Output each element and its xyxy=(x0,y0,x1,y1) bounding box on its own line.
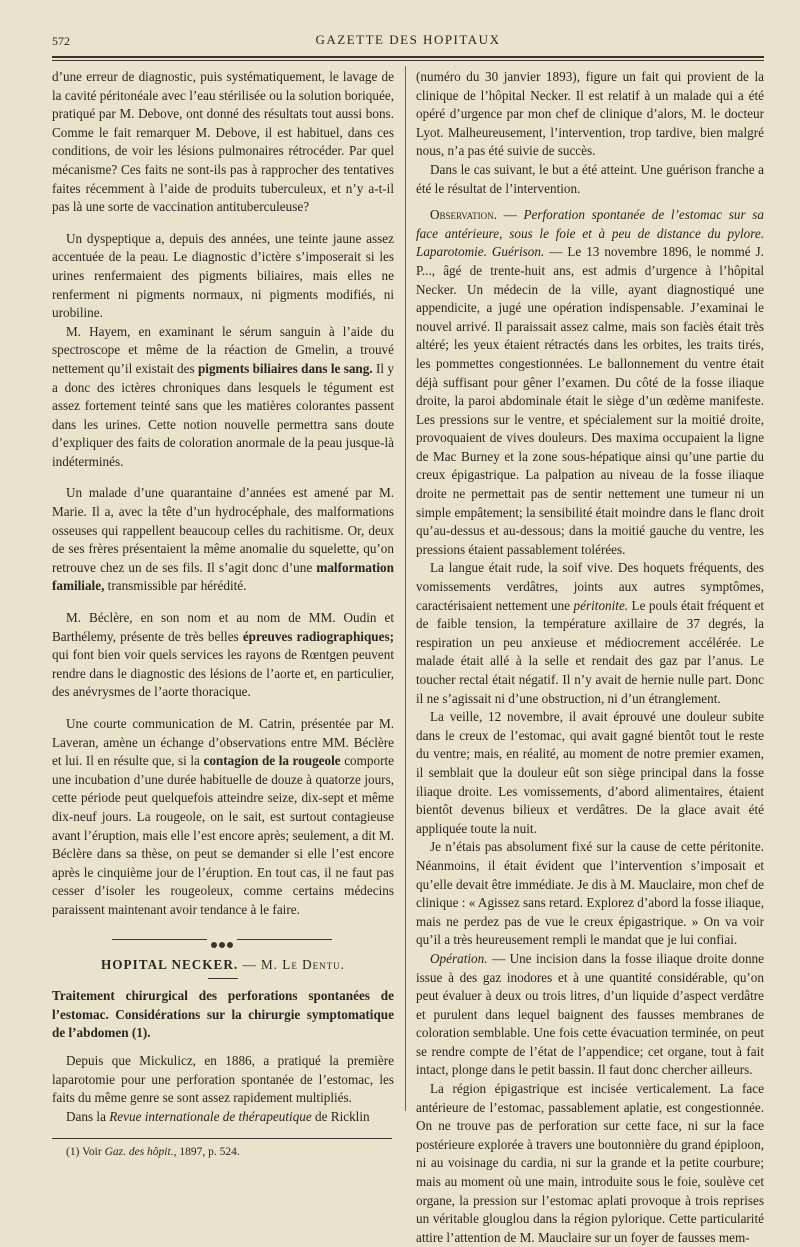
paragraph: Une courte communication de M. Catrin, présentée par M. Laveran, amène un échange d’observations entre MM. Béclère et lui. Il en résulte que, si la contagion de la rougeole comporte une incubation d’une durée habituelle de douze à quatorze jours, cette période peut quelquefois atteindre seize, dix-sept et même dix-neuf jours. La rougeole, on le sait, est surtout contagieuse avant l’éruption, mais elle l’est encore après; seulement, a dit M. Béclère dans sa thèse, on peut se demander si elle l’est encore après le cinquième jour de l’éruption. En tout cas, il ne faut pas cesser d’isoler les rougeoleux, comme certains médecins paraissent maintenant avoir tendance à le faire. xyxy=(52,716,394,917)
page-number: 572 xyxy=(52,34,70,48)
footnote: (1) Voir Gaz. des hôpit., 1897, p. 524. xyxy=(66,1146,240,1159)
paragraph: Je n’étais pas absolument fixé sur la cause de cette péritonite. Néanmoins, il était évident que l’intervention s’imposait et qu’elle devait être immédiate. Je dis à M. Mauclaire, mon chef de clinique : « Agissez sans retard. Explorez d’abord la fosse iliaque, mais ne perdez pas de vue le creux épigastrique. » On va voir qu’il a très heureusement rempli le mandat que je lui confiai. xyxy=(416,839,764,948)
journal-reference: Revue internationale de thérapeutique xyxy=(109,1108,312,1124)
paragraph: La région épigastrique est incisée verticalement. La face antérieure de l’estomac, passablement aplatie, est congestionnée. On ne trouve pas de perforation sur cette face, ni sur la face postérieure explorée à travers une boutonnière du grand épiploon, ni au voisinage du cardia, ni sur la grande et la petite courbure; mais au moment où une main, introduite sous le foie, soulève cet organe, la pression sur l’estomac aplati provoque à trois reprises un véritable glouglou dans la région pylorique. Cette particularité attire l’attention de M. Mauclaire sur un foyer de fausses mem- xyxy=(416,1081,764,1245)
journal-title: GAZETTE DES HOPITAUX xyxy=(315,32,501,47)
section-heading: HOPITAL NECKER. — M. Le Dentu. xyxy=(101,956,345,972)
left-column xyxy=(52,68,394,1160)
paragraph: M. Hayem, en examinant le sérum sanguin à l’aide du spectroscope et même de la réaction de Gmelin, a trouvé nettement qu’il existait des pigments biliaires dans le sang. Il y a donc des ictères chroniques dans lesquels le tégument est assez fortement teinté sans que les matières colorantes passent dans les urines. Cette notion nouvelle permettra sans doute d’expliquer des faits de coloration anormale de la peau jusque-là indéterminés. xyxy=(52,323,394,469)
paragraph: Dans la Revue internationale de thérapeutique de Ricklin xyxy=(66,1108,370,1124)
paragraph: d’une erreur de diagnostic, puis systématiquement, le lavage de la cavité péritonéale avec l’eau stérilisée ou la solution boriquée, pratiqué par M. Debove, ont donné des résultats tout aussi bons. Comme le fait remarquer M. Debove, il est habituel, dans ces conditions, de voir les lésions pulmonaires rétrocéder. Par quel mécanisme? Ces faits ne sont-ils pas à rapprocher des tentatives faites récemment à l’aide de produits tuberculeux, et n’y a-t-il pas là une sorte de vaccination antituberculeuse? xyxy=(52,69,394,215)
page-header xyxy=(52,30,764,52)
bold-phrase: malformation familiale, xyxy=(52,559,394,594)
paragraph: M. Béclère, en son nom et au nom de MM. Oudin et Barthélemy, présente de très belles épreuves radiographiques; qui font bien voir quels services les rayons de Rœntgen peuvent rendre dans le diagnostic des lésions de l’aorte et, en particulier, des anévrysmes de l’aorte thoracique. xyxy=(52,610,394,700)
paragraph: Un dyspeptique a, depuis des années, une teinte jaune assez accentuée de la peau. Le diagnostic d’ictère s’imposerait si les urines renfermaient des pigments biliaires, mais elles ne renferment ni pigments normaux, ni pigments modifiés, ni urobiline. xyxy=(52,230,394,321)
footnote-rule xyxy=(52,1138,392,1139)
paragraph: Opération. — Une incision dans la fosse iliaque droite donne issue à des gaz inodores et à une quantité considérable, qu’on peut évaluer à deux ou trois litres, d’un liquide d’aspect verdâtre et purulent dans lequel baignent des fausses membranes de coloration semblable. Une fois cette évacuation terminée, on peut se rendre compte de l’état de l’appendice; cet organe, tout à fait intact, plonge dans le petit bassin. Il faut donc chercher ailleurs. xyxy=(416,950,764,1078)
article-subtitle: Traitement chirurgical des perforations spontanées de l’estomac. Considérations sur la chirurgie symptomatique de l’abdomen (1). xyxy=(52,988,394,1041)
header-rule-thick xyxy=(52,56,764,58)
observation-title: Perforation spontanée de l’estomac sur sa face antérieure, sous le foie et à peu de distance du pylore. Laparotomie. Guérison. xyxy=(416,207,765,260)
bold-phrase: pigments biliaires dans le sang. xyxy=(197,360,373,376)
paragraph: La veille, 12 novembre, il avait éprouvé une douleur subite dans le creux de l’estomac, qui avait gagné bientôt tout le reste du ventre; mais, en réalité, au moment de notre premier examen, il semblait que la douleur eût son siège principal dans la fosse iliaque droite. Les vomissements, d’abord alimentaires, étaient bientôt devenus bilieux et verdâtres. De la glace avait été appliquée toute la nuit. xyxy=(416,709,764,836)
right-column xyxy=(416,68,764,1247)
observation-paragraph: Observation. — Perforation spontanée de l’estomac sur sa face antérieure, sous le foie et à peu de distance du pylore. Laparotomie. Guérison. — Le 13 novembre 1896, le nommé J. P..., âgé de trente-huit ans, est admis d’urgence à l’hôpital Necker. Un médecin de la ville, ayant diagnostiqué une appendicite, a jugé une opération indispensable. J’examinai le nouvel arrivé. Il paraissait assez calme, mais son faciès était très altéré; les yeux étaient rétractés dans les orbites, les traits tirés, les pommettes congestionnées. Le ballonnement du ventre était déjà suffisant pour gêner l’examen. Du côté de la fosse iliaque droite, la paroi abdominale était le siège d’un œdème manifeste. Les pressions sur le ventre, et spécialement sur la moitié droite, provoquaient de vives douleurs. Des maxima occupaient la ligne de Mac Burney et la zone sous-hépatique ainsi qu’une partie du creux épigastrique. La palpation au niveau de la fosse iliaque droite ne permettait pas de sentir nettement une tumeur ni un simple empâtement; la sensibilité était moindre dans le flanc droit qu’au-dessus et au-dessous; dans la moitié gauche du ventre, les pressions étaient passablement tolérées. xyxy=(416,207,765,557)
short-rule xyxy=(208,978,238,979)
section-ornament xyxy=(52,934,394,944)
header-rule-thin xyxy=(52,60,764,61)
column-divider xyxy=(405,66,406,1111)
paragraph: (numéro du 30 janvier 1893), figure un fait qui provient de la clinique de l’hôpital Necker. Il est relatif à un malade qui a été opéré d’urgence par mon chef de clinique d’alors, M. le docteur Lyot. Malheureusement, l’intervention, trop tardive, bien malgré nous, n’a pas été suivie de succès. xyxy=(416,69,764,159)
paragraph: Un malade d’une quarantaine d’années est amené par M. Marie. Il a, avec la tête d’un hydrocéphale, des malformations osseuses qui rappellent beaucoup celles du rachitisme. Or, deux de ses frères présentaient la même anomalie du squelette, qu’on retrouve chez un de ses fils. Il s’agit donc d’une malformation familiale, transmissible par hérédité. xyxy=(52,485,394,594)
observation-label: Observation. xyxy=(430,207,497,223)
paragraph: La langue était rude, la soif vive. Des hoquets fréquents, des vomissements verdâtres, joints aux autres symptômes, caractérisaient nettement une péritonite. Le pouls était fréquent et de faible tension, la température axillaire de 37 degrés, la respiration un peu anxieuse et médiocrement accélérée. Le malade était allé à la selle et rendait des gaz par l’anus. Le toucher rectal était négatif. Il n’y avait de hernie nulle part. Donc il ne s’agissait ni d’une obstruction, ni d’un étranglement. xyxy=(416,560,764,706)
paragraph: Depuis que Mickulicz, en 1886, a pratiqué la première laparotomie pour une perforation spontanée de l’estomac, les faits du même genre se sont assez rapidement multipliés. xyxy=(52,1052,394,1106)
bold-phrase: épreuves radiographiques; xyxy=(242,628,394,644)
paragraph: Dans le cas suivant, le but a été atteint. Une guérison franche a été le résultat de l’intervention. xyxy=(416,161,764,196)
bold-phrase: contagion de la rougeole xyxy=(203,753,341,769)
